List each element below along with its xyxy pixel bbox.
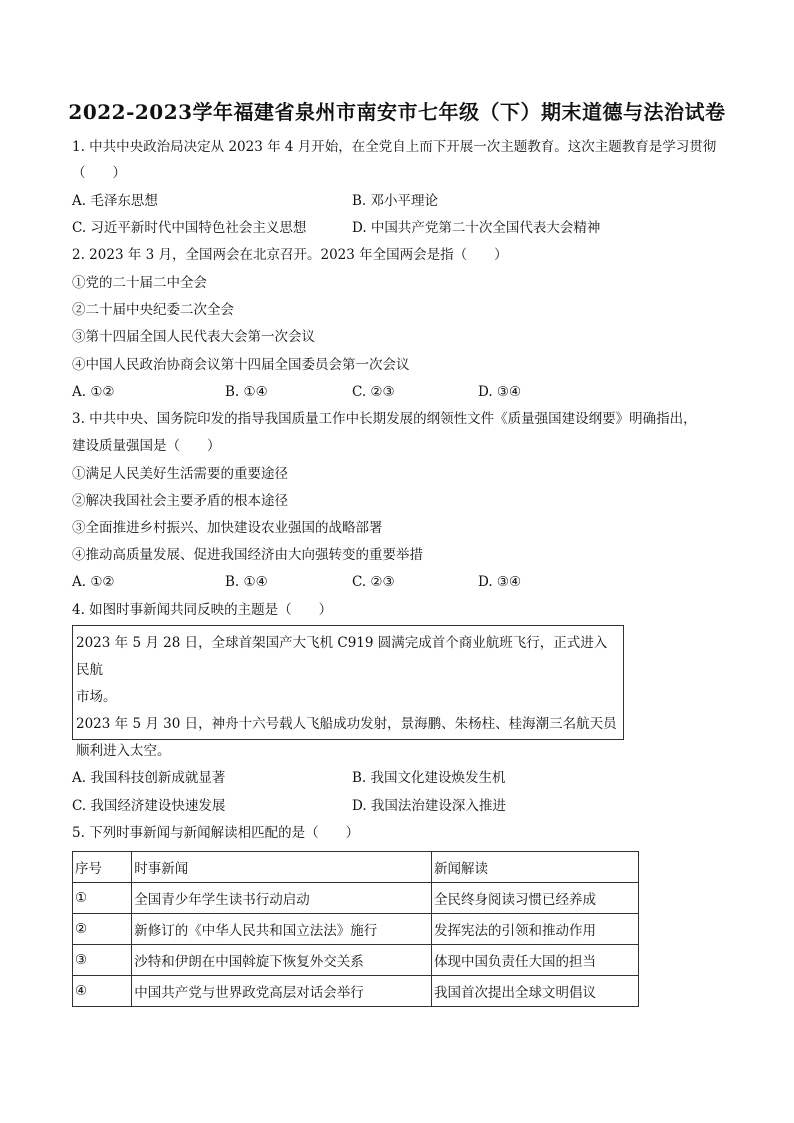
q2-stem: 2. 2023 年 3 月，全国两会在北京召开。2023 年全国两会是指（ ） xyxy=(72,247,508,263)
table-cell: ② xyxy=(73,914,132,945)
q1-option-b: B. 邓小平理论 xyxy=(352,193,439,209)
q1-stem-line1: 1. 中共中央政治局决定从 2023 年 4 月开始，在全党自上而下开展一次主题教育。这次主题教育是学习贯彻 xyxy=(72,139,717,155)
q1-option-c: C. 习近平新时代中国特色社会主义思想 xyxy=(72,220,307,236)
table-cell: 发挥宪法的引领和推动作用 xyxy=(432,914,639,945)
q2-option-b: B. ①④ xyxy=(225,384,268,400)
q2-item: ②二十届中央纪委二次全会 xyxy=(72,302,234,318)
q4-news-line: 2023 年 5 月 30 日，神舟十六号载人飞船成功发射，景海鹏、朱杨柱、桂海潮三名航天员 xyxy=(76,716,617,732)
q3-item: ②解决我国社会主要矛盾的根本途径 xyxy=(72,493,288,509)
q3-item: ③全面推进乡村振兴、加快建设农业强国的战略部署 xyxy=(72,520,383,536)
table-cell: ① xyxy=(73,883,132,914)
q3-option-c: C. ②③ xyxy=(352,574,395,590)
table-row xyxy=(73,883,639,914)
q4-option-b: B. 我国文化建设焕发生机 xyxy=(352,770,506,786)
table-header-cell: 序号 xyxy=(73,852,132,883)
q2-item: ④中国人民政治协商会议第十四届全国委员会第一次会议 xyxy=(72,357,410,373)
q5-news-table xyxy=(72,851,639,1007)
table-cell: 我国首次提出全球文明倡议 xyxy=(432,976,639,1007)
q3-option-a: A. ①② xyxy=(72,574,115,590)
table-row xyxy=(73,945,639,976)
q4-option-d: D. 我国法治建设深入推进 xyxy=(352,798,506,814)
q2-item: ①党的二十届二中全会 xyxy=(72,275,207,291)
q4-news-box xyxy=(72,625,624,759)
q4-news-line: 2023 年 5 月 28 日，全球首架国产大飞机 C919 圆满完成首个商业航班飞行，正式进入民航 xyxy=(76,635,608,678)
q3-item: ①满足人民美好生活需要的重要途径 xyxy=(72,466,288,482)
q1-option-d: D. 中国共产党第二十次全国代表大会精神 xyxy=(352,220,601,236)
q1-stem-line2: （ ） xyxy=(72,165,126,181)
q3-option-b: B. ①④ xyxy=(225,574,268,590)
table-cell: ④ xyxy=(73,976,132,1007)
q3-stem-line2: 建设质量强国是（ ） xyxy=(72,438,221,454)
table-row xyxy=(73,914,639,945)
q1-option-a: A. 毛泽东思想 xyxy=(72,193,158,209)
q3-item: ④推动高质量发展、促进我国经济由大向强转变的重要举措 xyxy=(72,547,423,563)
q2-option-c: C. ②③ xyxy=(352,384,395,400)
exam-title: 2022-2023学年福建省泉州市南安市七年级（下）期末道德与法治试卷 xyxy=(68,100,726,124)
q4-news-line: 顺利进入太空。 xyxy=(76,743,171,759)
q2-option-d: D. ③④ xyxy=(478,384,522,400)
q4-option-a: A. 我国科技创新成就显著 xyxy=(72,770,226,786)
q3-stem-line1: 3. 中共中央、国务院印发的指导我国质量工作中长期发展的纲领性文件《质量强国建设纲要》明确指出， xyxy=(72,411,697,427)
table-cell: 体现中国负责任大国的担当 xyxy=(432,945,639,976)
q3-option-d: D. ③④ xyxy=(478,574,522,590)
table-header-row xyxy=(73,852,639,883)
q2-option-a: A. ①② xyxy=(72,384,115,400)
table-cell: 全民终身阅读习惯已经养成 xyxy=(432,883,639,914)
q5-stem: 5. 下列时事新闻与新闻解读相匹配的是（ ） xyxy=(72,825,360,841)
table-row xyxy=(73,976,639,1007)
table-cell: 沙特和伊朗在中国斡旋下恢复外交关系 xyxy=(132,945,432,976)
table-cell: 中国共产党与世界政党高层对话会举行 xyxy=(132,976,432,1007)
q4-news-line: 市场。 xyxy=(76,689,117,705)
q2-item: ③第十四届全国人民代表大会第一次会议 xyxy=(72,329,315,345)
table-cell: 全国青少年学生读书行动启动 xyxy=(132,883,432,914)
table-header-cell: 时事新闻 xyxy=(132,852,432,883)
table-header-cell: 新闻解读 xyxy=(432,852,639,883)
q4-option-c: C. 我国经济建设快速发展 xyxy=(72,798,226,814)
table-cell: ③ xyxy=(73,945,132,976)
q4-stem: 4. 如图时事新闻共同反映的主题是（ ） xyxy=(72,602,333,618)
table-cell: 新修订的《中华人民共和国立法法》施行 xyxy=(132,914,432,945)
